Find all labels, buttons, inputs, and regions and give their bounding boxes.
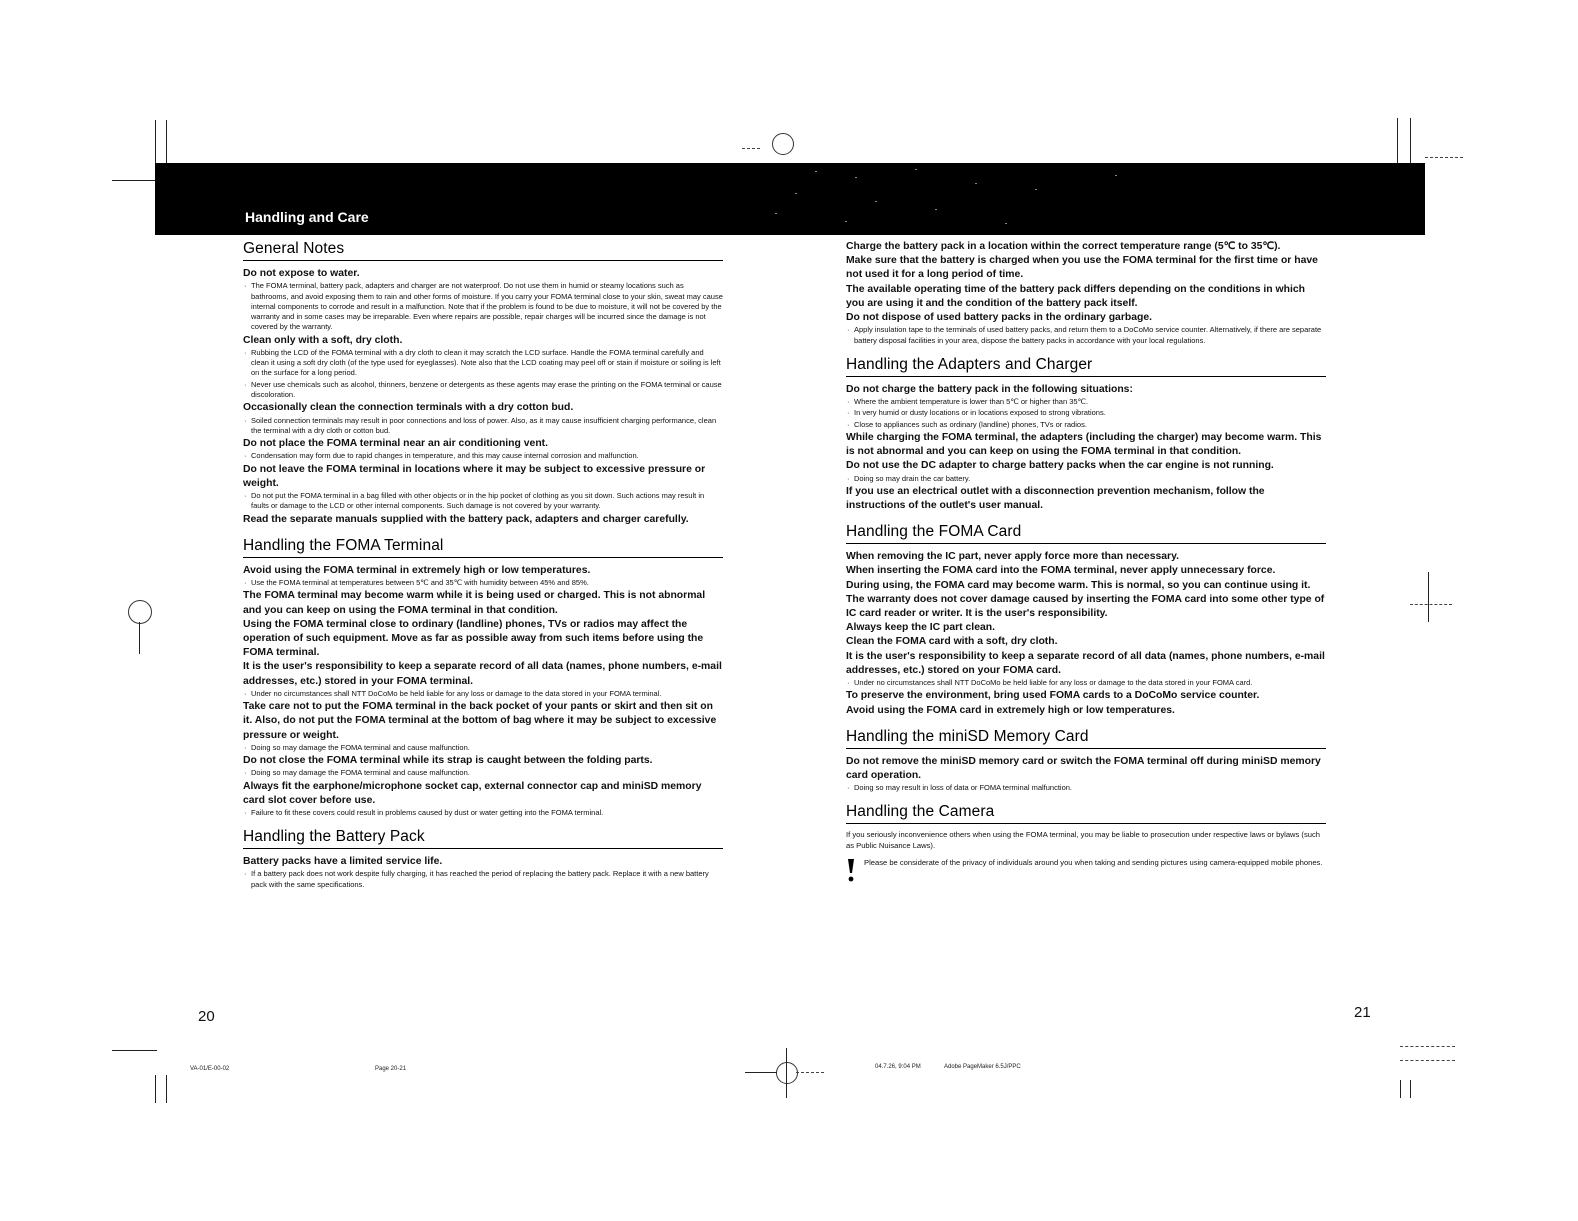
- bullet-note: · Never use chemicals such as alcohol, thinners, benzene or detergents as these agents may erase the printing on the FOMA terminal or cause discoloration.: [243, 380, 723, 401]
- registration-mark: [742, 148, 760, 149]
- instruction-heading: Always keep the IC part clean.: [846, 622, 995, 634]
- instruction-heading: Avoid using the FOMA card in extremely high or low temperatures.: [846, 704, 1175, 716]
- section-title: Handling the FOMA Terminal: [243, 537, 723, 558]
- footer-page-ref: Page 20-21: [375, 1066, 407, 1072]
- instruction-heading: Do not leave the FOMA terminal in locations where it may be subject to excessive pressure or weight.: [243, 463, 706, 489]
- registration-mark: [139, 622, 140, 654]
- left-column: [243, 240, 723, 900]
- instruction-heading: It is the user's responsibility to keep a separate record of all data (names, phone numbers, e-mail addresses, etc.) stored in your FOMA terminal.: [243, 661, 722, 687]
- crop-mark: [155, 1075, 156, 1103]
- instruction-heading: During using, the FOMA card may become warm. This is normal, so you can continue using it.: [846, 579, 1311, 591]
- instruction-heading: It is the user's responsibility to keep a separate record of all data (names, phone numbers, e-mail addresses, etc.) stored on your FOMA card.: [846, 650, 1325, 676]
- instruction-heading: The warranty does not cover damage caused by inserting the FOMA card into some other type of IC card reader or writer. It is the user's responsibility.: [846, 593, 1325, 620]
- footer-timestamp: 04.7.26, 9:04 PM: [875, 1064, 921, 1070]
- bullet-note: · Apply insulation tape to the terminals of used battery packs, and return them to a DoCoMo service counter. Alternatively, if there are separate battery disposal facilities in your area, dispose the battery packs in accordance with your local regulations.: [846, 325, 1326, 346]
- instruction-heading: Do not expose to water.: [243, 268, 360, 279]
- crop-mark: [1400, 1060, 1455, 1061]
- bullet-note: · Do not put the FOMA terminal in a bag filled with other objects or in the hip pocket of clothing as you sit down. Such actions may result in faults or damage to the LCD or other internal components. Such damage is not covered by your warranty.: [243, 491, 723, 512]
- bullet-note: · Soiled connection terminals may result in poor connections and loss of power. Also, as it may cause insufficient charging performance, clean the terminal with a dry cloth or cotton bud.: [243, 416, 723, 437]
- section-title: General Notes: [243, 240, 723, 261]
- crop-mark: [155, 120, 156, 165]
- exclamation-icon: [846, 857, 856, 883]
- bullet-note: · The FOMA terminal, battery pack, adapters and charger are not waterproof. Do not use them in humid or steamy locations such as bathrooms, and avoid exposing them to rain and other forms of moisture. If you carry your FOMA terminal close to your skin, sweat may cause internal components to corrode and result in a malfunction. Note that if the problem is found to be due to moisture, it will not be covered by the warranty and in some cases may be irreparable. Even where repairs are possible, repair charges will be incurred since the damage is not covered by the warranty.: [243, 281, 723, 332]
- section-title: Handling the Adapters and Charger: [846, 356, 1326, 377]
- instruction-heading: Do not close the FOMA terminal while its strap is caught between the folding parts.: [243, 755, 653, 766]
- section: [846, 240, 1326, 346]
- instruction-heading: Clean the FOMA card with a soft, dry cloth.: [846, 636, 1058, 648]
- section: [846, 728, 1326, 794]
- crop-mark: [1410, 1080, 1411, 1098]
- registration-mark: [1410, 604, 1452, 605]
- footer-code: VA-01/E-00-02: [190, 1066, 230, 1072]
- instruction-heading: If you use an electrical outlet with a disconnection prevention mechanism, follow the instructions of the outlet's user manual.: [846, 485, 1265, 512]
- section-title: Handling the miniSD Memory Card: [846, 728, 1326, 749]
- instruction-heading: When inserting the FOMA card into the FOMA terminal, never apply unnecessary force.: [846, 565, 1276, 577]
- instruction-heading: Do not place the FOMA terminal near an air conditioning vent.: [243, 438, 549, 450]
- bullet-note: · Doing so may damage the FOMA terminal and cause malfunction.: [243, 743, 723, 753]
- section: [846, 523, 1326, 718]
- crop-mark: [112, 1050, 157, 1051]
- section: [846, 356, 1326, 513]
- bullet-note: · Rubbing the LCD of the FOMA terminal with a dry cloth to clean it may scratch the LCD surface. Handle the FOMA terminal carefully and clean it using a soft dry cloth (of the type used for eyeglasses). Note also that the LCD coating may peel off or stain if moisture or soiling is left on the surface for a long period.: [243, 348, 723, 379]
- bullet-note: · Doing so may drain the car battery.: [846, 474, 1326, 484]
- bullet-note: · Use the FOMA terminal at temperatures between 5℃ and 35℃ with humidity between 45% and 85%.: [243, 578, 723, 588]
- page-number-left: 20: [198, 1008, 215, 1025]
- registration-mark: [786, 1048, 787, 1098]
- bullet-note: · Doing so may damage the FOMA terminal and cause malfunction.: [243, 768, 723, 778]
- registration-mark: [776, 1062, 798, 1084]
- registration-mark: [1428, 572, 1429, 622]
- crop-mark: [166, 120, 167, 165]
- instruction-heading: When removing the IC part, never apply force more than necessary.: [846, 551, 1179, 563]
- instruction-heading: Battery packs have a limited service life.: [243, 856, 443, 868]
- page-number-right: 21: [1354, 1004, 1371, 1021]
- bullet-note: · Condensation may form due to rapid changes in temperature, and this may cause internal corrosion and malfunction.: [243, 451, 723, 461]
- instruction-heading: Take care not to put the FOMA terminal in the back pocket of your pants or skirt and then sit on it. Also, do not put the FOMA terminal at the bottom of bag where it may be subject to excessive pressure or weight.: [243, 701, 717, 741]
- section: [846, 803, 1326, 883]
- registration-mark: [796, 1072, 824, 1073]
- warning-text: Please be considerate of the privacy of individuals around you when taking and sending pictures using camera-equipped mobile phones.: [864, 858, 1323, 868]
- bullet-note: · If a battery pack does not work despite fully charging, it has reached the period of replacing the battery pack. Replace it with a new battery pack with the same specifications.: [243, 869, 723, 890]
- crop-mark: [1400, 1080, 1401, 1098]
- warning-note: [846, 857, 1326, 883]
- instruction-heading: Charge the battery pack in a location within the correct temperature range (5℃ to 35℃).: [846, 241, 1281, 252]
- section-title: Handling the Camera: [846, 803, 1326, 824]
- bullet-note: · Under no circumstances shall NTT DoCoMo be held liable for any loss or damage to the data stored in your FOMA terminal.: [243, 689, 723, 699]
- instruction-heading: Read the separate manuals supplied with the battery pack, adapters and charger carefully.: [243, 513, 689, 525]
- registration-mark: [745, 1072, 777, 1073]
- crop-mark: [1397, 118, 1398, 163]
- instruction-heading: While charging the FOMA terminal, the adapters (including the charger) may become warm. This is not abnormal and you can keep on using the FOMA terminal in that condition.: [846, 431, 1322, 458]
- right-column: [846, 240, 1326, 893]
- section: [243, 537, 723, 818]
- paragraph: If you seriously inconvenience others when using the FOMA terminal, you may be liable to prosecution under respective laws or bylaws (such as Public Nuisance Laws).: [846, 830, 1321, 850]
- registration-mark: [128, 600, 152, 624]
- bullet-note: · Failure to fit these covers could result in problems caused by dust or water getting into the FOMA terminal.: [243, 808, 723, 818]
- instruction-heading: Avoid using the FOMA terminal in extremely high or low temperatures.: [243, 564, 591, 576]
- instruction-heading: Always fit the earphone/microphone socket cap, external connector cap and miniSD memory card slot cover before use.: [243, 780, 702, 806]
- bullet-note: · Close to appliances such as ordinary (landline) phones, TVs or radios.: [846, 420, 1326, 430]
- crop-mark: [1400, 1046, 1455, 1047]
- section-title: Handling the FOMA Card: [846, 523, 1326, 544]
- section: [243, 828, 723, 890]
- instruction-heading: Do not dispose of used battery packs in the ordinary garbage.: [846, 312, 1153, 324]
- crop-mark: [1410, 118, 1411, 163]
- bullet-note: · Where the ambient temperature is lower than 5℃ or higher than 35℃.: [846, 397, 1326, 407]
- instruction-heading: The available operating time of the battery pack differs depending on the conditions in which you are using it and the condition of the battery pack itself.: [846, 283, 1305, 309]
- instruction-heading: Make sure that the battery is charged when you use the FOMA terminal for the first time or have not used it for a long period of time.: [846, 255, 1318, 281]
- instruction-heading: The FOMA terminal may become warm while it is being used or charged. This is not abnormal and you can keep on using the FOMA terminal in that condition.: [243, 590, 706, 616]
- instruction-heading: Occasionally clean the connection terminals with a dry cotton bud.: [243, 402, 574, 414]
- registration-mark: [772, 133, 794, 155]
- footer-app: Adobe PageMaker 6.5J/PPC: [944, 1064, 1021, 1070]
- instruction-heading: Using the FOMA terminal close to ordinary (landline) phones, TVs or radios may affect the operation of such equipment. Move as far as possible away from such items before using the FOMA terminal.: [243, 618, 704, 659]
- instruction-heading: To preserve the environment, bring used FOMA cards to a DoCoMo service counter.: [846, 690, 1260, 702]
- instruction-heading: Do not remove the miniSD memory card or switch the FOMA terminal off during miniSD memory card operation.: [846, 755, 1321, 781]
- instruction-heading: Do not use the DC adapter to charge battery packs when the car engine is not running.: [846, 460, 1274, 472]
- bullet-note: · In very humid or dusty locations or in locations exposed to strong vibrations.: [846, 408, 1326, 418]
- instruction-heading: Clean only with a soft, dry cloth.: [243, 334, 403, 346]
- crop-mark: [1425, 157, 1463, 158]
- bullet-note: · Under no circumstances shall NTT DoCoMo be held liable for any loss or damage to the data stored in your FOMA card.: [846, 678, 1326, 688]
- crop-mark: [112, 180, 157, 181]
- header-title: Handling and Care: [245, 209, 369, 225]
- header-band: [155, 163, 1425, 235]
- section: [243, 240, 723, 527]
- section-title: Handling the Battery Pack: [243, 828, 723, 849]
- crop-mark: [166, 1075, 167, 1103]
- instruction-heading: Do not charge the battery pack in the following situations:: [846, 383, 1133, 395]
- bullet-note: · Doing so may result in loss of data or FOMA terminal malfunction.: [846, 783, 1326, 793]
